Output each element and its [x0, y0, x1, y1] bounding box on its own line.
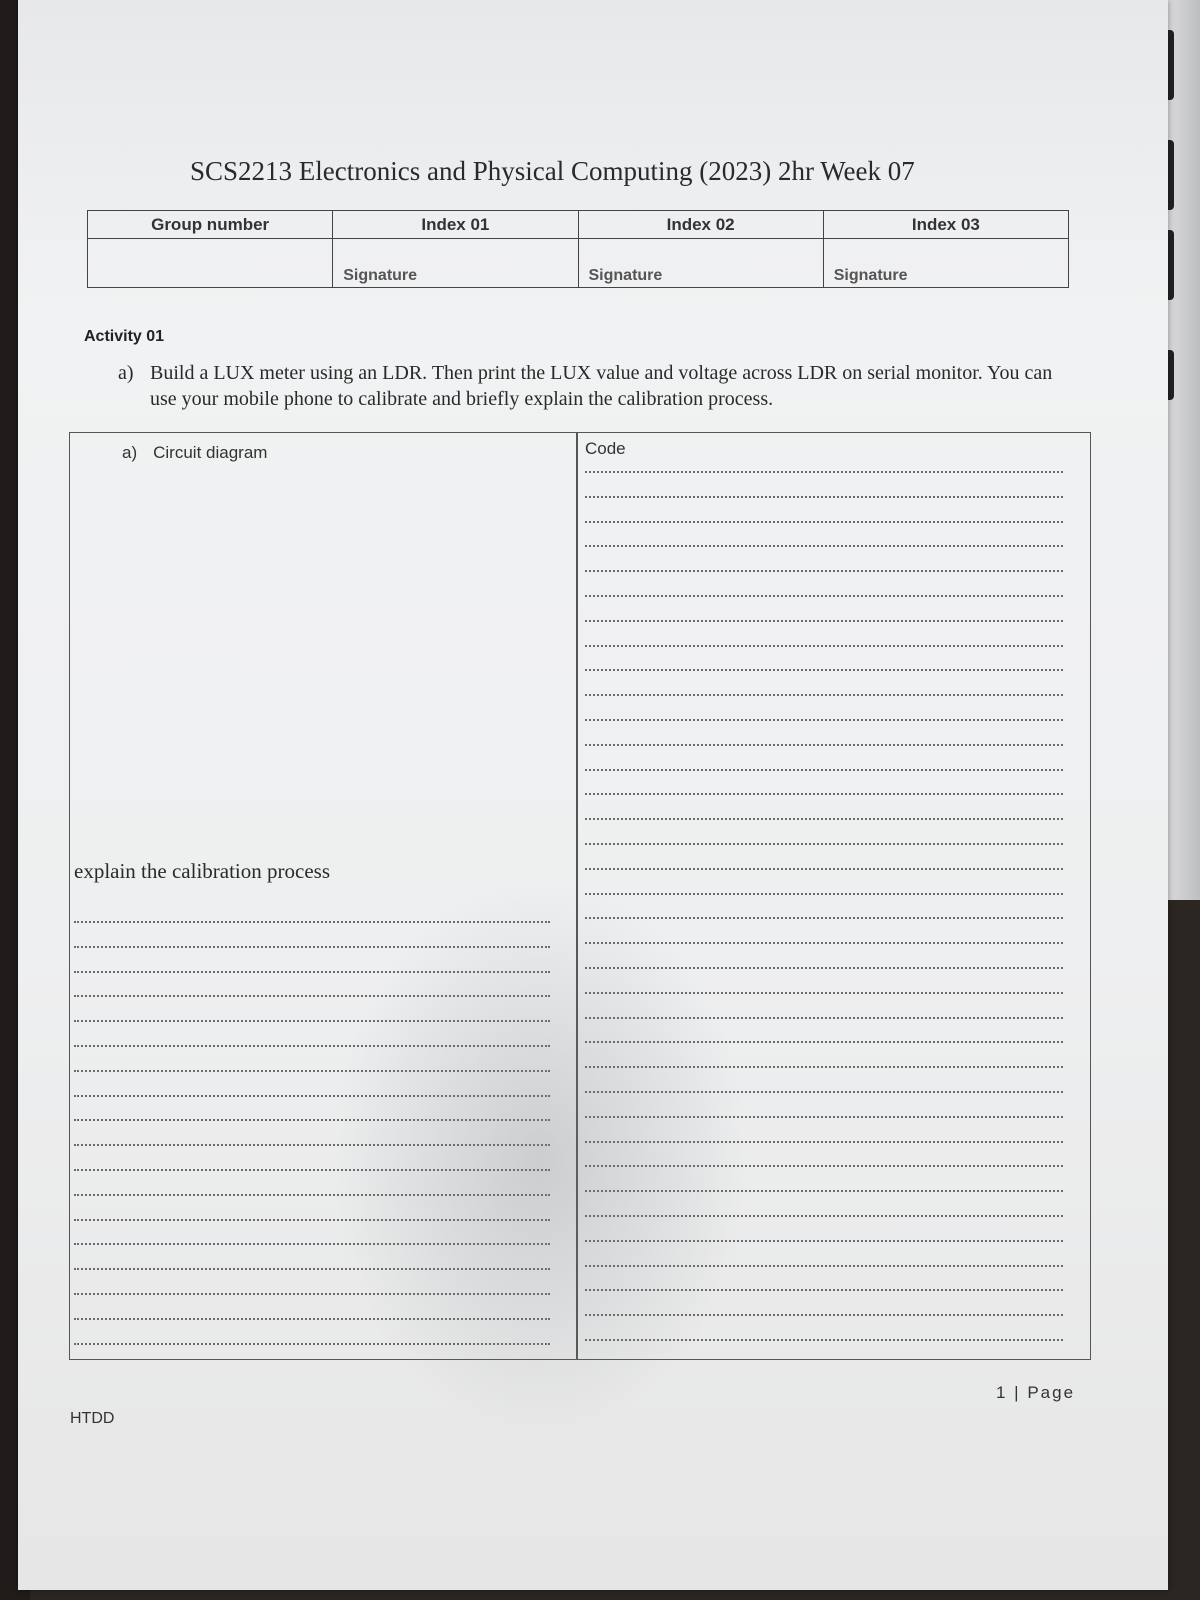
- index-01-signature-cell[interactable]: [333, 239, 578, 288]
- page-title: SCS2213 Electronics and Physical Computing (2023) 2hr Week 07: [190, 156, 915, 186]
- signature-label: Signature: [833, 267, 908, 284]
- explain-writing-line[interactable]: [74, 946, 550, 948]
- code-writing-line[interactable]: [585, 1141, 1063, 1143]
- circuit-label-text: Circuit diagram: [153, 443, 268, 462]
- column-divider: [576, 433, 578, 1359]
- code-writing-line[interactable]: [585, 1240, 1063, 1242]
- code-writing-line[interactable]: [585, 694, 1063, 696]
- group-number-cell[interactable]: [88, 239, 333, 288]
- index-03-header: Index 03: [823, 211, 1068, 239]
- explain-writing-line[interactable]: [74, 1293, 550, 1295]
- question-label: a): [118, 362, 134, 384]
- explain-calibration-label: explain the calibration process: [74, 859, 330, 883]
- code-writing-line[interactable]: [585, 917, 1063, 919]
- code-writing-line[interactable]: [585, 818, 1063, 820]
- code-writing-line[interactable]: [585, 1265, 1063, 1267]
- explain-writing-line[interactable]: [74, 1095, 550, 1097]
- explain-writing-line[interactable]: [74, 1144, 550, 1146]
- question-text: Build a LUX meter using an LDR. Then print the LUX value and voltage across LDR on serial monitor. You can use your mobile phone to calibrate and briefly explain the calibration process.: [150, 362, 1053, 410]
- code-writing-line[interactable]: [585, 545, 1063, 547]
- code-label: Code: [585, 439, 626, 458]
- code-writing-line[interactable]: [585, 967, 1063, 969]
- explain-writing-line[interactable]: [74, 1243, 550, 1245]
- signature-label: Signature: [588, 267, 663, 284]
- index-03-signature-cell[interactable]: [823, 239, 1068, 288]
- code-writing-line[interactable]: [585, 669, 1063, 671]
- code-writing-line[interactable]: [585, 992, 1063, 994]
- index-01-header: Index 01: [333, 211, 578, 239]
- code-writing-line[interactable]: [585, 645, 1063, 647]
- explain-writing-line[interactable]: [74, 1194, 550, 1196]
- page-number: 1 | Page: [996, 1383, 1076, 1402]
- group-number-header: Group number: [88, 211, 333, 239]
- code-writing-line[interactable]: [585, 595, 1063, 597]
- explain-writing-line[interactable]: [74, 921, 550, 923]
- code-writing-line[interactable]: [585, 719, 1063, 721]
- code-writing-line[interactable]: [585, 769, 1063, 771]
- code-writing-line[interactable]: [585, 471, 1063, 473]
- explain-writing-line[interactable]: [74, 1045, 550, 1047]
- code-writing-line[interactable]: [585, 1165, 1063, 1167]
- index-02-header: Index 02: [578, 211, 823, 239]
- code-writing-line[interactable]: [585, 893, 1063, 895]
- explain-writing-line[interactable]: [74, 1020, 550, 1022]
- code-writing-line[interactable]: [585, 570, 1063, 572]
- code-writing-line[interactable]: [585, 1116, 1063, 1118]
- code-writing-line[interactable]: [585, 1339, 1063, 1341]
- explain-writing-line[interactable]: [74, 1169, 550, 1171]
- code-writing-line[interactable]: [585, 496, 1063, 498]
- code-writing-line[interactable]: [585, 1289, 1063, 1291]
- explain-writing-line[interactable]: [74, 1343, 550, 1345]
- code-writing-line[interactable]: [585, 868, 1063, 870]
- answer-box: [69, 432, 1091, 1360]
- code-writing-line[interactable]: [585, 1066, 1063, 1068]
- circuit-label-letter: a): [122, 443, 138, 462]
- explain-writing-line[interactable]: [74, 1070, 550, 1072]
- explain-writing-line[interactable]: [74, 1219, 550, 1221]
- code-writing-line[interactable]: [585, 843, 1063, 845]
- signature-label: Signature: [343, 267, 418, 284]
- code-writing-line[interactable]: [585, 521, 1063, 523]
- code-writing-line[interactable]: [585, 1091, 1063, 1093]
- explain-writing-line[interactable]: [74, 995, 550, 997]
- explain-writing-line[interactable]: [74, 1318, 550, 1320]
- explain-writing-line[interactable]: [74, 1268, 550, 1270]
- index-02-signature-cell[interactable]: [578, 239, 823, 288]
- activity-heading: Activity 01: [84, 328, 165, 345]
- explain-writing-line[interactable]: [74, 1119, 550, 1121]
- explain-writing-line[interactable]: [74, 971, 550, 973]
- code-writing-line[interactable]: [585, 793, 1063, 795]
- code-writing-line[interactable]: [585, 1041, 1063, 1043]
- code-writing-line[interactable]: [585, 1215, 1063, 1217]
- code-writing-line[interactable]: [585, 1017, 1063, 1019]
- code-writing-line[interactable]: [585, 1314, 1063, 1316]
- code-writing-line[interactable]: [585, 942, 1063, 944]
- footer-initials: HTDD: [70, 1410, 115, 1427]
- code-writing-line[interactable]: [585, 744, 1063, 746]
- code-writing-line[interactable]: [585, 1190, 1063, 1192]
- group-index-table: [87, 210, 1069, 288]
- code-writing-line[interactable]: [585, 620, 1063, 622]
- circuit-diagram-label: [122, 443, 267, 463]
